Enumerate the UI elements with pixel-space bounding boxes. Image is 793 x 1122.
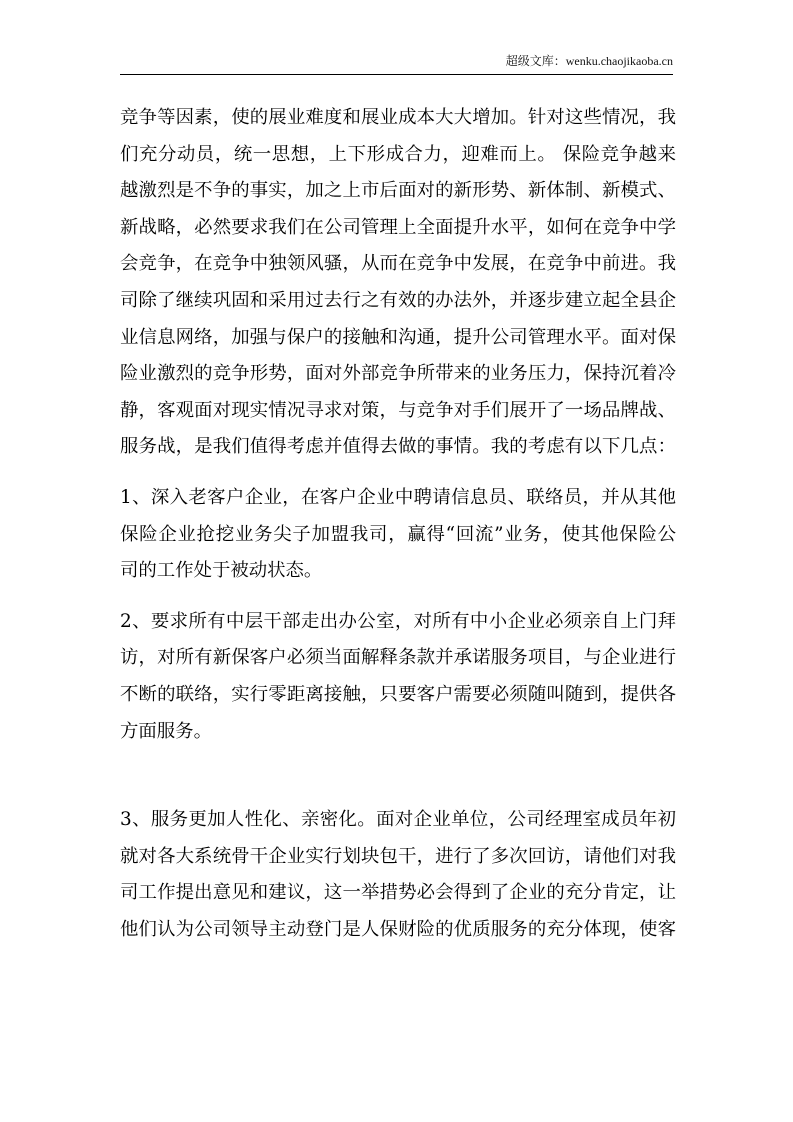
text-line: 他们认为公司领导主动登门是人保财险的优质服务的充分体现，使客 xyxy=(120,918,676,940)
paragraph-intro xyxy=(120,100,676,466)
text-line: 方面服务。 xyxy=(120,720,212,742)
text-line: 越激烈是不争的事实，加之上市后面对的新形势、新体制、新模式、 xyxy=(120,180,676,202)
text-line: 业信息网络，加强与保户的接触和沟通，提升公司管理水平。面对保 xyxy=(120,326,676,348)
paragraph-point-1 xyxy=(120,480,676,590)
text-line: 就对各大系统骨干企业实行划块包干，进行了多次回访，请他们对我 xyxy=(120,845,676,867)
paragraph-spacer xyxy=(120,750,676,802)
text-line: 司的工作处于被动状态。 xyxy=(120,560,323,582)
document-body xyxy=(120,100,676,948)
paragraph-spacer xyxy=(120,590,676,604)
text-line: 访，对所有新保客户必须当面解释条款并承诺服务项目，与企业进行 xyxy=(120,647,676,669)
text-line: 静，客观面对现实情况寻求对策，与竞争对手们展开了一场品牌战、 xyxy=(120,399,676,421)
text-line: 保险企业抢挖业务尖子加盟我司，赢得“回流”业务，使其他保险公 xyxy=(120,523,676,545)
text-line: 竞争等因素，使的展业难度和展业成本大大增加。针对这些情况，我 xyxy=(120,107,676,128)
page-header xyxy=(120,52,673,75)
text-line: 3、服务更加人性化、亲密化。面对企业单位，公司经理室成员年初 xyxy=(120,809,676,831)
text-line: 2、要求所有中层干部走出办公室，对所有中小企业必须亲自上门拜 xyxy=(120,610,676,632)
text-line: 1、深入老客户企业，在客户企业中聘请信息员、联络员，并从其他 xyxy=(120,486,676,508)
paragraph-spacer xyxy=(120,466,676,480)
text-line: 司工作提出意见和建议，这一举措势必会得到了企业的充分肯定，让 xyxy=(120,882,676,904)
paragraph-point-2 xyxy=(120,604,676,750)
paragraph-point-3 xyxy=(120,802,676,948)
header-site-label: 超级文库：wenku.chaojikaoba.cn xyxy=(505,54,673,68)
text-line: 会竞争，在竞争中独领风骚，从而在竞争中发展，在竞争中前进。我 xyxy=(120,253,676,275)
text-line: 新战略，必然要求我们在公司管理上全面提升水平，如何在竞争中学 xyxy=(120,216,676,238)
text-line: 们充分动员，统一思想，上下形成合力，迎难而上。 保险竞争越来 xyxy=(120,143,676,165)
text-line: 险业激烈的竞争形势，面对外部竞争所带来的业务压力，保持沉着冷 xyxy=(120,363,676,385)
text-line: 服务战，是我们值得考虑并值得去做的事情。我的考虑有以下几点： xyxy=(120,436,676,458)
text-line: 不断的联络，实行零距离接触，只要客户需要必须随叫随到，提供各 xyxy=(120,683,676,705)
text-line: 司除了继续巩固和采用过去行之有效的办法外，并逐步建立起全县企 xyxy=(120,289,676,311)
